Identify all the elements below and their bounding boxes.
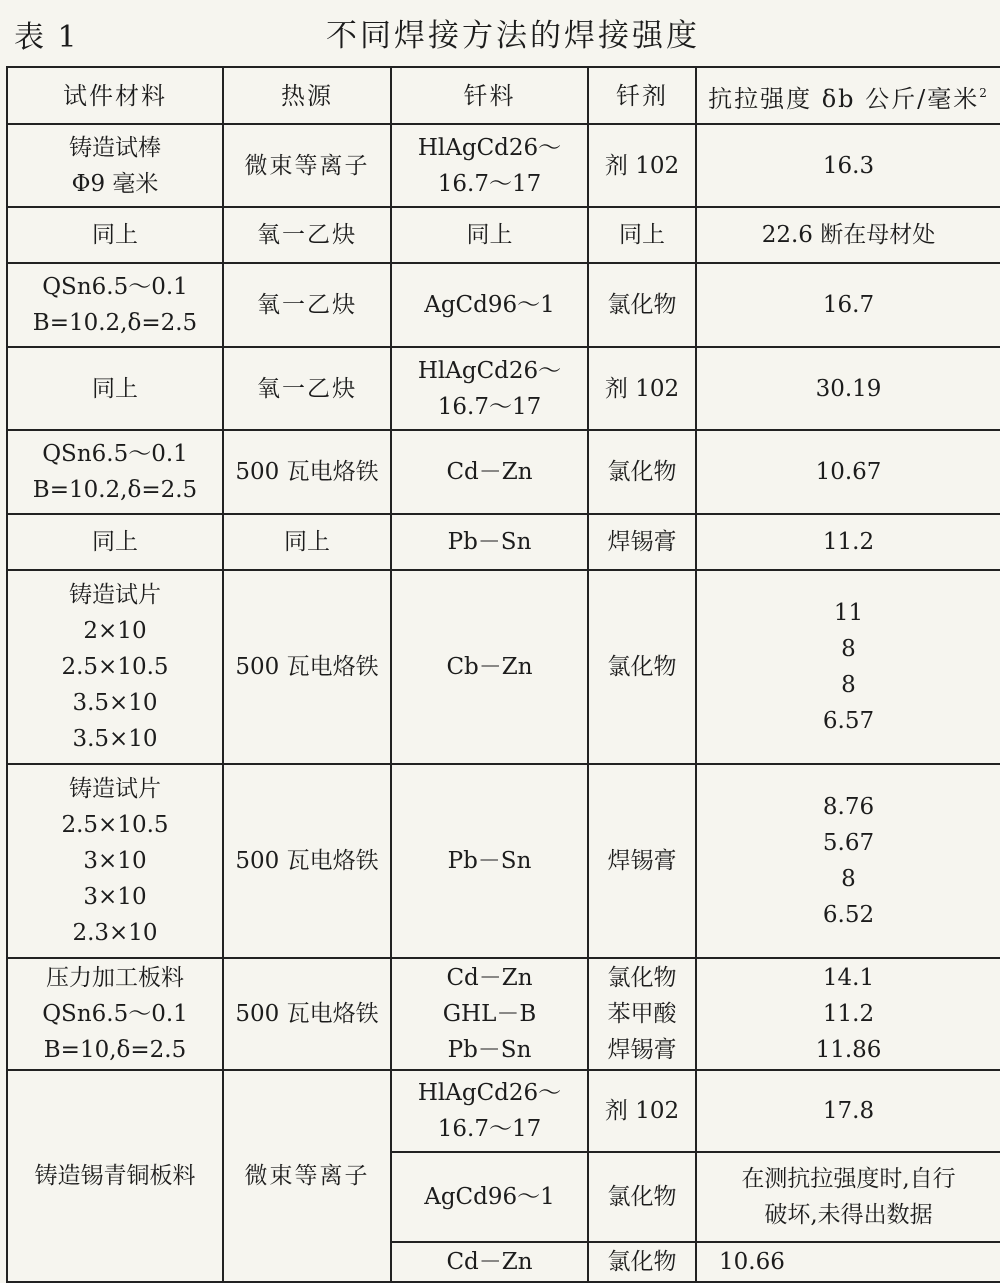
cell-line: 16.7～17 bbox=[437, 170, 542, 197]
cell-line: 2.5×10.5 bbox=[61, 812, 169, 838]
cell-line: 8 bbox=[841, 672, 856, 698]
cell-material bbox=[7, 430, 223, 514]
cell-material: 同上 bbox=[7, 347, 223, 430]
cell-material: 同上 bbox=[7, 514, 223, 570]
cell-material bbox=[7, 764, 223, 958]
cell-flux: 同上 bbox=[588, 207, 696, 263]
cell-flux bbox=[588, 958, 696, 1070]
cell-material bbox=[7, 263, 223, 347]
cell-line: 3×10 bbox=[83, 848, 147, 874]
cell-line: 在测抗拉强度时,自行 bbox=[741, 1166, 956, 1192]
cell-heat: 500 瓦电烙铁 bbox=[223, 430, 391, 514]
cell-line: 氯化物 bbox=[607, 965, 677, 991]
cell-material bbox=[7, 958, 223, 1070]
table-label: 表 1 bbox=[14, 20, 79, 55]
table-row bbox=[7, 514, 1000, 570]
table-row bbox=[7, 764, 1000, 958]
table-row bbox=[7, 570, 1000, 764]
cell-heat: 氧一乙炔 bbox=[223, 263, 391, 347]
cell-line: 2×10 bbox=[83, 618, 147, 644]
cell-heat: 微束等离子 bbox=[223, 124, 391, 207]
cell-flux: 氯化物 bbox=[588, 570, 696, 764]
cell-line: B=10,δ=2.5 bbox=[43, 1037, 187, 1063]
cell-line: QSn6.5～0.1 bbox=[42, 441, 188, 467]
table-title: 不同焊接方法的焊接强度 bbox=[326, 18, 700, 54]
col-header-flux: 钎剂 bbox=[588, 67, 696, 124]
cell-line: 16.7～17 bbox=[437, 1116, 542, 1142]
cell-line: Pb－Sn bbox=[447, 1037, 532, 1063]
cell-solder: Cb－Zn bbox=[391, 570, 588, 764]
cell-strength: 16.3 bbox=[696, 124, 1000, 207]
strength-table bbox=[6, 66, 1000, 1283]
cell-line: 11 bbox=[833, 600, 864, 626]
cell-solder: Pb－Sn bbox=[391, 764, 588, 958]
table-row bbox=[7, 207, 1000, 263]
cell-strength: 10.67 bbox=[696, 430, 1000, 514]
col-header-material: 试件材料 bbox=[7, 67, 223, 124]
cell-line: GHL－B bbox=[442, 1001, 537, 1027]
cell-line: 6.52 bbox=[822, 902, 875, 928]
cell-solder bbox=[391, 958, 588, 1070]
strength-header-text: 抗拉强度 δb 公斤/毫米 bbox=[708, 84, 980, 113]
cell-line: 8 bbox=[841, 636, 856, 662]
cell-strength: 11.2 bbox=[696, 514, 1000, 570]
cell-line: 11.2 bbox=[822, 1001, 875, 1027]
cell-line: 破坏,未得出数据 bbox=[764, 1202, 933, 1228]
cell-strength: 22.6 断在母材处 bbox=[696, 207, 1000, 263]
cell-strength bbox=[696, 1152, 1000, 1242]
table-row bbox=[7, 347, 1000, 430]
cell-solder: 同上 bbox=[391, 207, 588, 263]
cell-line: 2.3×10 bbox=[72, 920, 158, 946]
cell-line: 16.7～17 bbox=[437, 393, 542, 420]
cell-line: B=10.2,δ=2.5 bbox=[32, 477, 198, 503]
cell-material: 铸造锡青铜板料 bbox=[7, 1070, 223, 1282]
cell-heat: 同上 bbox=[223, 514, 391, 570]
cell-material bbox=[7, 124, 223, 207]
cell-line: HlAgCd26～ bbox=[417, 357, 562, 384]
cell-flux: 氯化物 bbox=[588, 1152, 696, 1242]
cell-flux: 剂 102 bbox=[588, 124, 696, 207]
cell-heat: 微束等离子 bbox=[223, 1070, 391, 1282]
cell-line: 3×10 bbox=[83, 884, 147, 910]
cell-line: QSn6.5～0.1 bbox=[42, 274, 188, 300]
cell-line: 3.5×10 bbox=[72, 690, 158, 716]
cell-line: QSn6.5～0.1 bbox=[42, 1001, 188, 1027]
cell-line: 6.57 bbox=[822, 708, 875, 734]
cell-heat: 氧一乙炔 bbox=[223, 347, 391, 430]
cell-line: HlAgCd26～ bbox=[417, 1080, 562, 1106]
cell-line: 压力加工板料 bbox=[46, 965, 184, 991]
cell-strength bbox=[696, 570, 1000, 764]
cell-solder bbox=[391, 124, 588, 207]
cell-strength: 17.8 bbox=[696, 1070, 1000, 1152]
cell-line: 铸造试片 bbox=[69, 776, 161, 802]
cell-line: 焊锡膏 bbox=[607, 1037, 677, 1063]
strength-header-sup: 2 bbox=[979, 85, 989, 100]
cell-line: Cd－Zn bbox=[446, 965, 533, 991]
cell-strength: 16.7 bbox=[696, 263, 1000, 347]
cell-material bbox=[7, 570, 223, 764]
cell-flux: 氯化物 bbox=[588, 430, 696, 514]
title-row bbox=[0, 0, 1000, 62]
cell-line: 3.5×10 bbox=[72, 726, 158, 752]
col-header-heat-source: 热源 bbox=[223, 67, 391, 124]
cell-heat: 500 瓦电烙铁 bbox=[223, 958, 391, 1070]
cell-material: 同上 bbox=[7, 207, 223, 263]
cell-line: B=10.2,δ=2.5 bbox=[32, 310, 198, 336]
cell-solder: Cd－Zn bbox=[391, 430, 588, 514]
cell-solder: Pb－Sn bbox=[391, 514, 588, 570]
cell-solder: AgCd96～1 bbox=[391, 263, 588, 347]
table-row bbox=[7, 124, 1000, 207]
cell-line: 8.76 bbox=[822, 794, 875, 820]
cell-solder: Cd－Zn bbox=[391, 1242, 588, 1282]
cell-flux: 剂 102 bbox=[588, 1070, 696, 1152]
cell-line: 5.67 bbox=[822, 830, 875, 856]
cell-heat: 氧一乙炔 bbox=[223, 207, 391, 263]
header-row bbox=[7, 67, 1000, 124]
cell-line: 8 bbox=[841, 866, 856, 892]
cell-strength bbox=[696, 958, 1000, 1070]
cell-solder bbox=[391, 347, 588, 430]
cell-line: 11.86 bbox=[815, 1037, 882, 1063]
cell-solder: AgCd96～1 bbox=[391, 1152, 588, 1242]
table-row bbox=[7, 958, 1000, 1070]
table-row bbox=[7, 430, 1000, 514]
cell-line: 2.5×10.5 bbox=[61, 654, 169, 680]
col-header-strength bbox=[696, 67, 1000, 124]
cell-strength: 10.66 bbox=[696, 1242, 1000, 1282]
table-row bbox=[7, 1070, 1000, 1152]
cell-flux: 剂 102 bbox=[588, 347, 696, 430]
col-header-solder: 钎料 bbox=[391, 67, 588, 124]
cell-line: 铸造试棒 bbox=[69, 134, 161, 161]
cell-line: Φ9 毫米 bbox=[71, 170, 159, 197]
cell-line: HlAgCd26～ bbox=[417, 134, 562, 161]
cell-strength bbox=[696, 764, 1000, 958]
cell-heat: 500 瓦电烙铁 bbox=[223, 570, 391, 764]
cell-line: 14.1 bbox=[822, 965, 875, 991]
cell-flux: 焊锡膏 bbox=[588, 764, 696, 958]
cell-line: 铸造试片 bbox=[69, 582, 161, 608]
cell-heat: 500 瓦电烙铁 bbox=[223, 764, 391, 958]
cell-solder bbox=[391, 1070, 588, 1152]
table-row bbox=[7, 263, 1000, 347]
cell-flux: 氯化物 bbox=[588, 263, 696, 347]
cell-flux: 氯化物 bbox=[588, 1242, 696, 1282]
cell-strength: 30.19 bbox=[696, 347, 1000, 430]
cell-line: 苯甲酸 bbox=[607, 1001, 677, 1027]
cell-flux: 焊锡膏 bbox=[588, 514, 696, 570]
